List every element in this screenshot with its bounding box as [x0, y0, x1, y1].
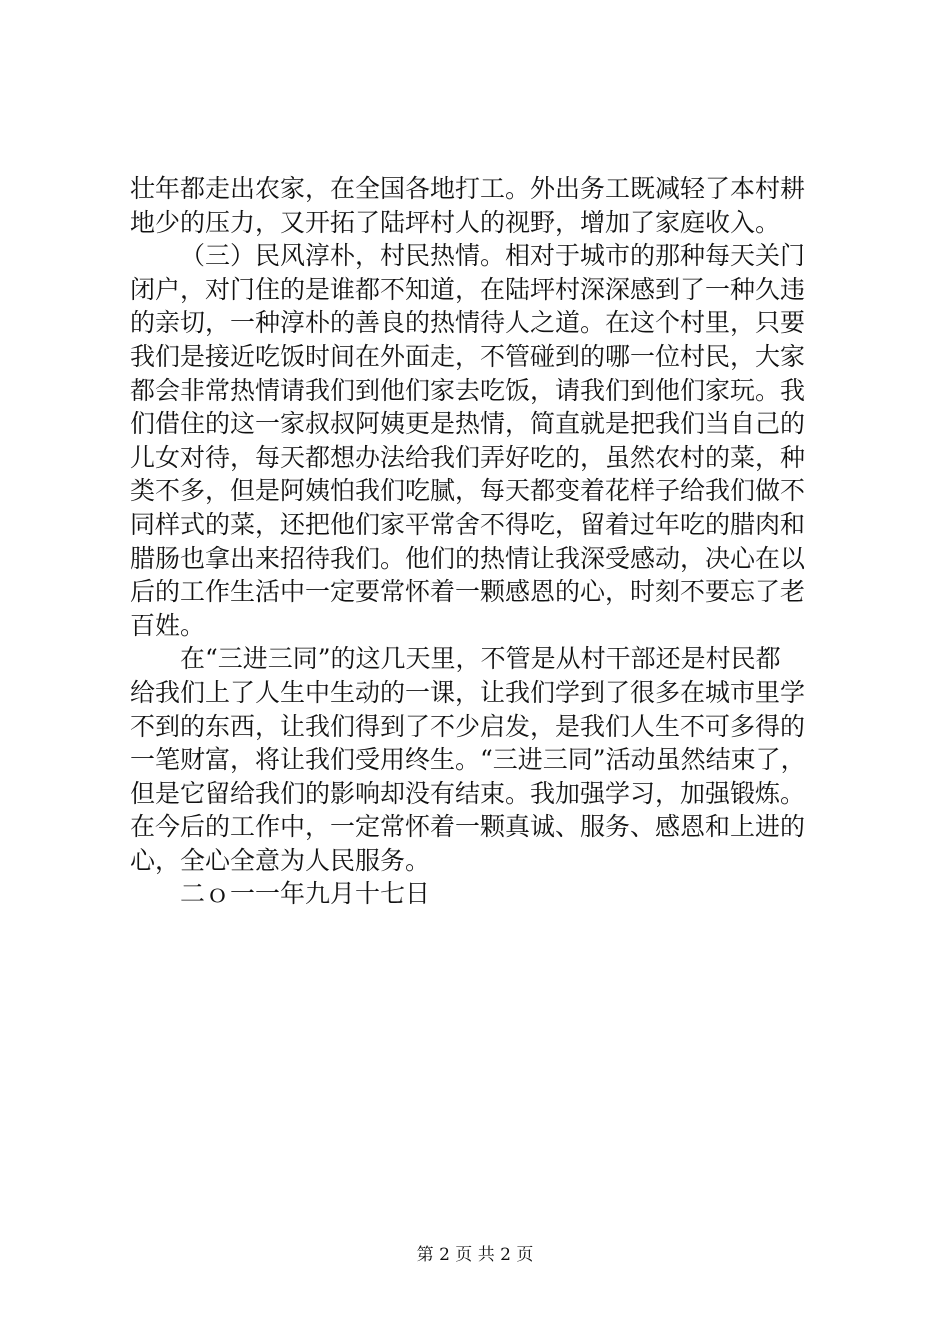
text-line: 都会非常热情请我们到他们家去吃饭，请我们到他们家玩。我	[130, 375, 806, 405]
text-line: 一笔财富，将让我们受用终生。“三进三同”活动虽然结束了，	[130, 745, 806, 775]
text-line: 在今后的工作中，一定常怀着一颗真诚、服务、感恩和上进的	[130, 812, 806, 842]
text-line: 地少的压力，又开拓了陆坪村人的视野，增加了家庭收入。	[130, 207, 781, 237]
paragraph-start-line: （三）民风淳朴，村民热情。相对于城市的那种每天关门	[180, 241, 806, 271]
text-line: 壮年都走出农家，在全国各地打工。外出务工既减轻了本村耕	[130, 174, 806, 203]
paragraph-start-line: 在“三进三同”的这几天里，不管是从村干部还是村民都	[180, 644, 781, 674]
text-line: 类不多，但是阿姨怕我们吃腻，每天都变着花样子给我们做不	[130, 476, 806, 506]
text-line: 儿女对待，每天都想办法给我们弄好吃的，虽然农村的菜，种	[130, 442, 806, 472]
text-line: 不到的东西，让我们得到了不少启发，是我们人生不可多得的	[130, 711, 806, 741]
text-line: 闭户，对门住的是谁都不知道，在陆坪村深深感到了一种久违	[130, 274, 806, 304]
text-line: 腊肠也拿出来招待我们。他们的热情让我深受感动，决心在以	[130, 543, 806, 573]
text-line: 给我们上了人生中生动的一课，让我们学到了很多在城市里学	[130, 677, 806, 707]
text-line: 百姓。	[130, 610, 206, 640]
page-number-footer: 第 2 页 共 2 页	[416, 1245, 534, 1265]
text-line: 后的工作生活中一定要常怀着一颗感恩的心，时刻不要忘了老	[130, 577, 806, 607]
date-line: 二ｏ一一年九月十七日	[180, 879, 431, 909]
text-line: 的亲切，一种淳朴的善良的热情待人之道。在这个村里，只要	[130, 308, 806, 338]
document-body	[130, 172, 830, 911]
text-line: 我们是接近吃饭时间在外面走，不管碰到的哪一位村民，大家	[130, 341, 806, 371]
text-line: 心，全心全意为人民服务。	[130, 845, 431, 875]
text-line: 同样式的菜，还把他们家平常舍不得吃，留着过年吃的腊肉和	[130, 509, 806, 539]
text-line: 们借住的这一家叔叔阿姨更是热情，简直就是把我们当自己的	[130, 409, 806, 439]
text-line: 但是它留给我们的影响却没有结束。我加强学习，加强锻炼。	[130, 778, 806, 808]
